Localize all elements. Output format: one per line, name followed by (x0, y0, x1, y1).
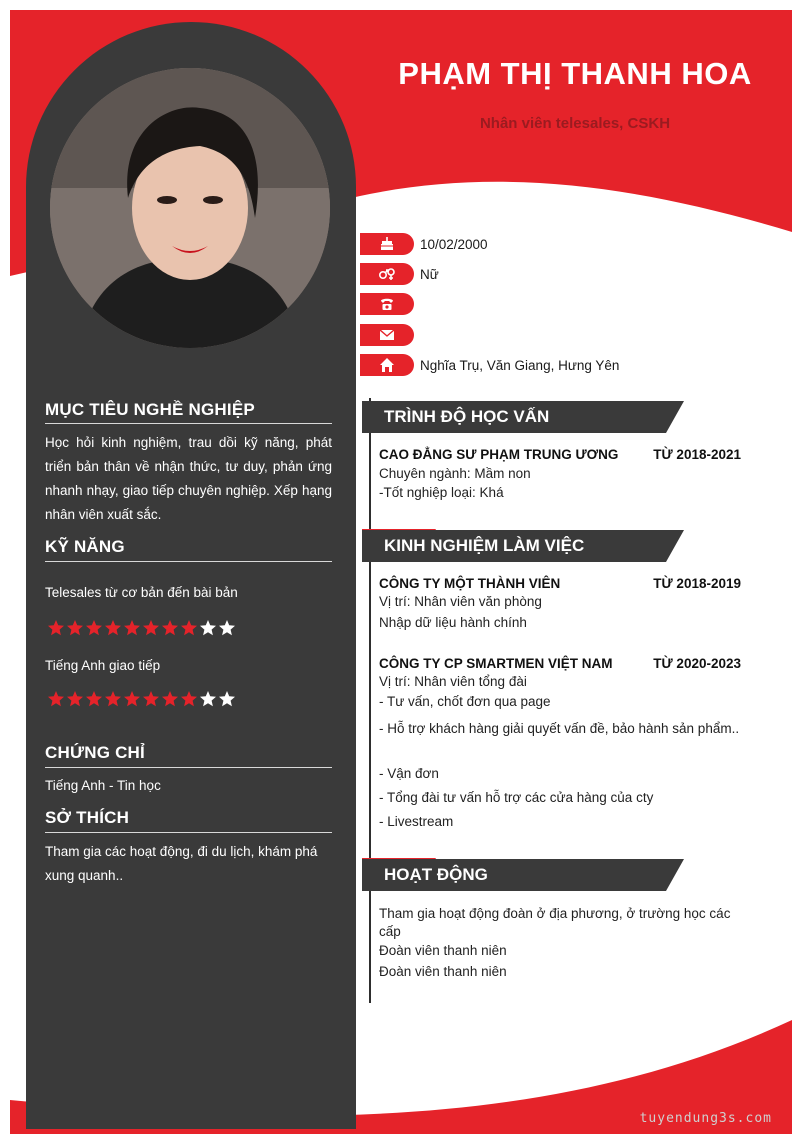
hobbies-text: Tham gia các hoạt động, đi du lịch, khám phá xung quanh.. (45, 844, 318, 883)
objective-text: Học hỏi kinh nghiệm, trau dồi kỹ năng, phát triển bản thân về nhận thức, tư duy, phản ứng nhanh nhạy, giao tiếp chuyên nghiệp. Xếp hạng nhân viên xuất sắc. (45, 435, 332, 522)
site-watermark: tuyendung3s.com (639, 1111, 772, 1126)
job-2-line-2: - Tư vấn, chốt đơn qua page (379, 694, 551, 709)
star-filled-icon (161, 619, 179, 637)
objective-title: MỤC TIÊU NGHỀ NGHIỆP (45, 400, 255, 419)
star-filled-icon (123, 619, 141, 637)
candidate-name: PHẠM THỊ THANH HOA (398, 56, 752, 91)
email-icon (360, 324, 414, 346)
star-filled-icon (142, 619, 160, 637)
job-2-period: TỪ 2020-2023 (653, 656, 741, 671)
job-2-line-5: - Tổng đài tư vấn hỗ trợ các cửa hàng của cty (379, 790, 654, 805)
education-line-1: Chuyên ngành: Mầm non (379, 466, 531, 481)
star-filled-icon (180, 619, 198, 637)
job-2-line-1: Vị trí: Nhân viên tổng đài (379, 674, 527, 689)
star-filled-icon (161, 690, 179, 708)
star-empty-icon (199, 690, 217, 708)
education-school-name: CAO ĐẲNG SƯ PHẠM TRUNG ƯƠNG (379, 447, 619, 462)
skill-name-1: Telesales từ cơ bản đến bài bản (45, 585, 238, 600)
certificates-title: CHỨNG CHỈ (45, 743, 145, 762)
skill-rating-2 (47, 690, 236, 708)
job-2-line-3: - Hỗ trợ khách hàng giải quyết vấn đề, bảo hành sản phẩm.. (379, 721, 740, 736)
candidate-position: Nhân viên telesales, CSKH (479, 115, 671, 132)
star-filled-icon (104, 619, 122, 637)
activities-banner-accent (362, 852, 436, 859)
star-filled-icon (104, 690, 122, 708)
star-filled-icon (123, 690, 141, 708)
experience-banner (362, 530, 684, 562)
education-banner (362, 401, 684, 433)
skill-rating-1 (47, 619, 236, 637)
birthday-value: 10/02/2000 (420, 236, 488, 252)
star-filled-icon (85, 619, 103, 637)
home-icon (360, 354, 414, 376)
education-period: TỪ 2018-2021 (653, 447, 741, 462)
timeline-line (369, 398, 371, 1003)
education-line-2: -Tốt nghiệp loại: Khá (379, 485, 504, 500)
skill-name-2: Tiếng Anh giao tiếp (45, 658, 161, 673)
profile-photo (50, 68, 330, 348)
job-1-line-1: Vị trí: Nhân viên văn phòng (379, 594, 542, 609)
star-filled-icon (180, 690, 198, 708)
star-filled-icon (66, 619, 84, 637)
contact-gender (360, 263, 439, 285)
hobbies-divider (45, 832, 332, 833)
star-empty-icon (199, 619, 217, 637)
education-school (379, 447, 741, 462)
job-1-period: TỪ 2018-2019 (653, 576, 741, 591)
skills-divider (45, 561, 332, 562)
job-2-header (379, 656, 741, 671)
job-2-line-6: - Livestream (379, 814, 454, 829)
skills-title: KỸ NĂNG (45, 537, 125, 556)
star-filled-icon (47, 690, 65, 708)
certificates-divider (45, 767, 332, 768)
gender-value: Nữ (420, 266, 439, 282)
contact-email (360, 324, 420, 346)
address-value: Nghĩa Trụ, Văn Giang, Hưng Yên (420, 357, 620, 373)
star-filled-icon (142, 690, 160, 708)
birthday-cake-icon (360, 233, 414, 255)
activities-line-2: Đoàn viên thanh niên (379, 943, 507, 958)
job-2-company: CÔNG TY CP SMARTMEN VIỆT NAM (379, 656, 613, 671)
certificates-text: Tiếng Anh - Tin học (45, 778, 161, 793)
job-1-company: CÔNG TY MỘT THÀNH VIÊN (379, 576, 561, 591)
star-empty-icon (218, 690, 236, 708)
activities-line-3: Đoàn viên thanh niên (379, 964, 507, 979)
activities-title: HOẠT ĐỘNG (384, 865, 488, 884)
star-filled-icon (47, 619, 65, 637)
contact-phone (360, 293, 420, 315)
phone-icon (360, 293, 414, 315)
gender-icon (360, 263, 414, 285)
star-empty-icon (218, 619, 236, 637)
star-filled-icon (66, 690, 84, 708)
hobbies-title: SỞ THÍCH (45, 808, 130, 827)
activities-line-1: Tham gia hoạt động đoàn ở địa phương, ở trường học các cấp (379, 906, 731, 939)
experience-title: KINH NGHIỆM LÀM VIỆC (384, 536, 585, 555)
job-1-line-2: Nhập dữ liệu hành chính (379, 615, 527, 630)
star-filled-icon (85, 690, 103, 708)
job-2-line-4: - Vận đơn (379, 766, 439, 781)
job-1-header (379, 576, 741, 591)
experience-banner-accent (362, 523, 436, 530)
contact-address (360, 354, 619, 376)
contact-birthday (360, 233, 488, 255)
education-title: TRÌNH ĐỘ HỌC VẤN (384, 407, 550, 426)
activities-banner (362, 859, 684, 891)
objective-divider (45, 423, 332, 424)
